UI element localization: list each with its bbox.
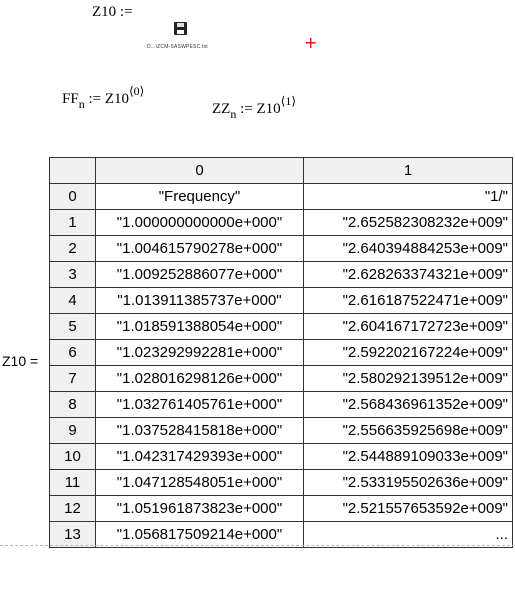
row-index-cell[interactable]: 5 (50, 314, 96, 340)
table-row[interactable] (50, 470, 513, 496)
ff-column-superscript: ⟨0⟩ (129, 84, 145, 98)
table-row[interactable] (50, 418, 513, 444)
column-0-cell[interactable]: "1.056817509214e+000" (96, 522, 304, 548)
zz-source-matrix: Z10 (256, 101, 281, 117)
ff-assign-operator: := (88, 91, 102, 107)
ff-source-matrix: Z10 (104, 91, 129, 107)
column-0-cell[interactable]: "1.004615790278e+000" (96, 236, 304, 262)
column-1-cell[interactable]: "2.580292139512e+009" (304, 366, 513, 392)
column-1-cell[interactable]: "2.640394884253e+009" (304, 236, 513, 262)
row-index-cell[interactable]: 12 (50, 496, 96, 522)
column-0-cell[interactable]: "1.013911385737e+000" (96, 288, 304, 314)
row-index-cell[interactable]: 1 (50, 210, 96, 236)
table-row[interactable] (50, 340, 513, 366)
row-index-cell[interactable]: 2 (50, 236, 96, 262)
row-index-cell[interactable]: 11 (50, 470, 96, 496)
column-0-cell[interactable]: "1.042317429393e+000" (96, 444, 304, 470)
plus-icon[interactable]: + (304, 33, 318, 52)
column-1-cell[interactable]: "2.592202167224e+009" (304, 340, 513, 366)
file-path-label[interactable]: D...\ZCM-SASWPESC.txt (147, 44, 208, 50)
zz-subscript: n (230, 107, 237, 121)
row-index-cell[interactable]: 3 (50, 262, 96, 288)
row-index-cell[interactable]: 13 (50, 522, 96, 548)
matrix-result-label: Z10 = (2, 353, 39, 369)
table-row[interactable] (50, 236, 513, 262)
corner-cell (50, 158, 96, 184)
table-row[interactable] (50, 262, 513, 288)
column-1-cell[interactable]: "2.616187522471e+009" (304, 288, 513, 314)
column-header-row (50, 158, 513, 184)
column-1-cell[interactable]: "2.568436961352e+009" (304, 392, 513, 418)
zz-variable: ZZ (212, 101, 231, 117)
table-row[interactable] (50, 392, 513, 418)
table-row[interactable] (50, 496, 513, 522)
column-0-cell[interactable]: "1.000000000000e+000" (96, 210, 304, 236)
column-1-cell[interactable]: "2.521557653592e+009" (304, 496, 513, 522)
column-header-1: 1 (304, 158, 513, 184)
column-1-cell[interactable]: "2.628263374321e+009" (304, 262, 513, 288)
table-row[interactable] (50, 210, 513, 236)
table-row[interactable] (50, 314, 513, 340)
table-row[interactable] (50, 522, 513, 548)
row-index-cell[interactable]: 4 (50, 288, 96, 314)
table-row[interactable] (50, 184, 513, 210)
floppy-disk-icon[interactable] (174, 22, 187, 35)
ff-subscript: n (78, 97, 85, 111)
z10-definition-label: Z10 := (92, 4, 133, 20)
column-0-cell[interactable]: "1.009252886077e+000" (96, 262, 304, 288)
row-index-cell[interactable]: 6 (50, 340, 96, 366)
column-1-cell[interactable]: "2.533195502636e+009" (304, 470, 513, 496)
zz-assign-operator: := (240, 101, 253, 117)
row-index-cell[interactable]: 7 (50, 366, 96, 392)
column-0-cell[interactable]: "1.051961873823e+000" (96, 496, 304, 522)
column-header-0: 0 (96, 158, 304, 184)
column-1-cell[interactable]: "2.652582308232e+009" (304, 210, 513, 236)
column-1-cell[interactable]: "2.604167172723e+009" (304, 314, 513, 340)
row-index-cell[interactable]: 10 (50, 444, 96, 470)
column-0-cell[interactable]: "1.047128548051e+000" (96, 470, 304, 496)
column-0-cell[interactable]: "Frequency" (96, 184, 304, 210)
column-1-cell[interactable]: "2.556635925698e+009" (304, 418, 513, 444)
column-1-cell[interactable]: ... (304, 522, 513, 548)
row-index-cell[interactable]: 8 (50, 392, 96, 418)
table-row[interactable] (50, 288, 513, 314)
column-0-cell[interactable]: "1.037528415818e+000" (96, 418, 304, 444)
zz-column-superscript: ⟨1⟩ (280, 94, 297, 108)
column-0-cell[interactable]: "1.028016298126e+000" (96, 366, 304, 392)
column-0-cell[interactable]: "1.032761405761e+000" (96, 392, 304, 418)
matrix-result-table[interactable] (49, 157, 513, 548)
zz-equation[interactable] (212, 94, 297, 121)
row-index-cell[interactable]: 0 (50, 184, 96, 210)
table-row[interactable] (50, 444, 513, 470)
column-1-cell[interactable]: "1/" (304, 184, 513, 210)
table-row[interactable] (50, 366, 513, 392)
page-break-line (0, 545, 515, 546)
ff-equation[interactable] (62, 84, 145, 111)
column-0-cell[interactable]: "1.018591388054e+000" (96, 314, 304, 340)
ff-variable: FF (62, 91, 79, 107)
row-index-cell[interactable]: 9 (50, 418, 96, 444)
column-0-cell[interactable]: "1.023292992281e+000" (96, 340, 304, 366)
column-1-cell[interactable]: "2.544889109033e+009" (304, 444, 513, 470)
